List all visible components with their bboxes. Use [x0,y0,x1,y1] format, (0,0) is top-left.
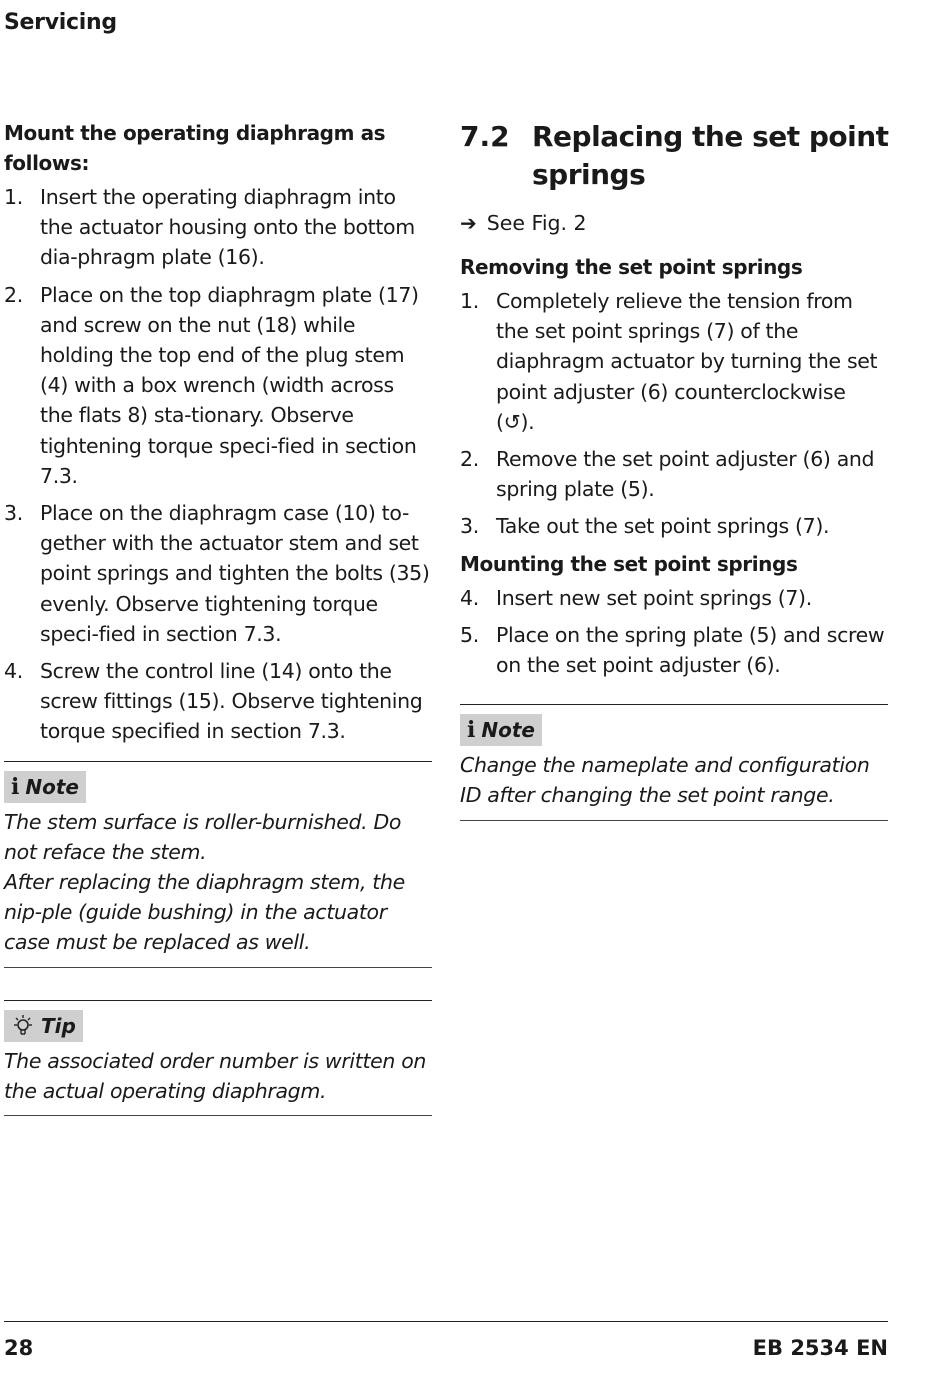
document-id: EB 2534 EN [752,1336,888,1360]
step-text: Remove the set point adjuster (6) and spring plate (5). [496,447,875,502]
list-item [460,444,888,504]
note-text-1: The stem surface is roller-burnished. Do not reface the stem. [4,809,402,864]
mount-diaphragm-heading: Mount the operating diaphragm as follows: [4,121,386,175]
note-text: Change the nameplate and configuration ID after changing the set point range. [460,753,870,808]
step-number: 4. [460,585,479,610]
list-item [4,280,432,491]
step-text: Insert new set point springs (7). [496,585,812,610]
step-text: Completely relieve the tension from the set point springs (7) of the diaphragm actuator by turning the set point adjuster (6) counterclockwise (↺). [496,289,878,434]
mounting-heading: Mounting the set point springs [460,551,798,576]
note-badge [4,771,86,803]
right-column [460,118,888,821]
left-column [4,118,432,1116]
running-header: Servicing [4,10,117,35]
removing-steps [460,286,888,542]
step-number: 3. [4,501,23,526]
tip-text: The associated order number is written on the actual operating diaphragm. [4,1048,427,1103]
arrow-right-icon: ➔ [460,211,477,235]
note-label: Note [25,774,79,799]
list-item [460,583,888,613]
tip-badge [4,1010,83,1042]
list-item [460,286,888,437]
tip-box [4,1000,432,1116]
step-text: Place on the spring plate (5) and screw on the set point adjuster (6). [496,622,885,678]
list-item [460,511,888,541]
section-title: Replacing the set point springs [532,120,889,191]
step-number: 5. [460,622,479,647]
note-box-right [460,704,888,820]
note-box-left [4,761,432,968]
figure-reference [460,208,888,238]
step-number: 3. [460,514,479,539]
section-number: 7.2 [460,120,510,153]
info-icon: i [11,773,20,800]
step-number: 2. [4,282,23,307]
page-number: 28 [4,1336,34,1360]
removing-heading: Removing the set point springs [460,255,803,279]
info-icon: i [467,717,476,744]
see-fig-text: See Fig. 2 [486,211,587,235]
list-item [4,656,432,747]
note-label: Note [481,718,535,743]
step-number: 1. [460,289,479,313]
step-number: 4. [4,659,23,684]
section-heading [460,118,888,198]
step-text: Place on the diaphragm case (10) to-gether with the actuator stem and set point springs and tighten the bolts (35) evenly. Observe tightening torque speci-fied in section 7.3. [40,501,430,646]
step-text: Place on the top diaphragm plate (17) and screw on the nut (18) while holding the top end of the plug stem (4) with a box wrench (width across the flats 8) sta-tionary. Observe tightening torque speci-fied in section 7.3. [40,282,419,488]
lightbulb-icon [11,1014,35,1038]
mounting-steps [460,583,888,681]
list-item [4,498,432,649]
step-text: Screw the control line (14) onto the screw fittings (15). Observe tightening torque specified in section 7.3. [40,659,423,744]
step-text: Insert the operating diaphragm into the actuator housing onto the bottom dia-phragm plate (16). [40,185,415,270]
note-text-2: After replacing the diaphragm stem, the nip-ple (guide bushing) in the actuator case must be replaced as well. [4,870,405,955]
note-badge [460,714,542,746]
footer-divider [4,1321,888,1322]
step-number: 2. [460,447,479,472]
step-text: Take out the set point springs (7). [496,514,830,539]
mount-diaphragm-steps [4,182,432,747]
list-item [460,620,888,680]
tip-label: Tip [41,1013,76,1038]
list-item [4,182,432,273]
step-number: 1. [4,185,23,209]
